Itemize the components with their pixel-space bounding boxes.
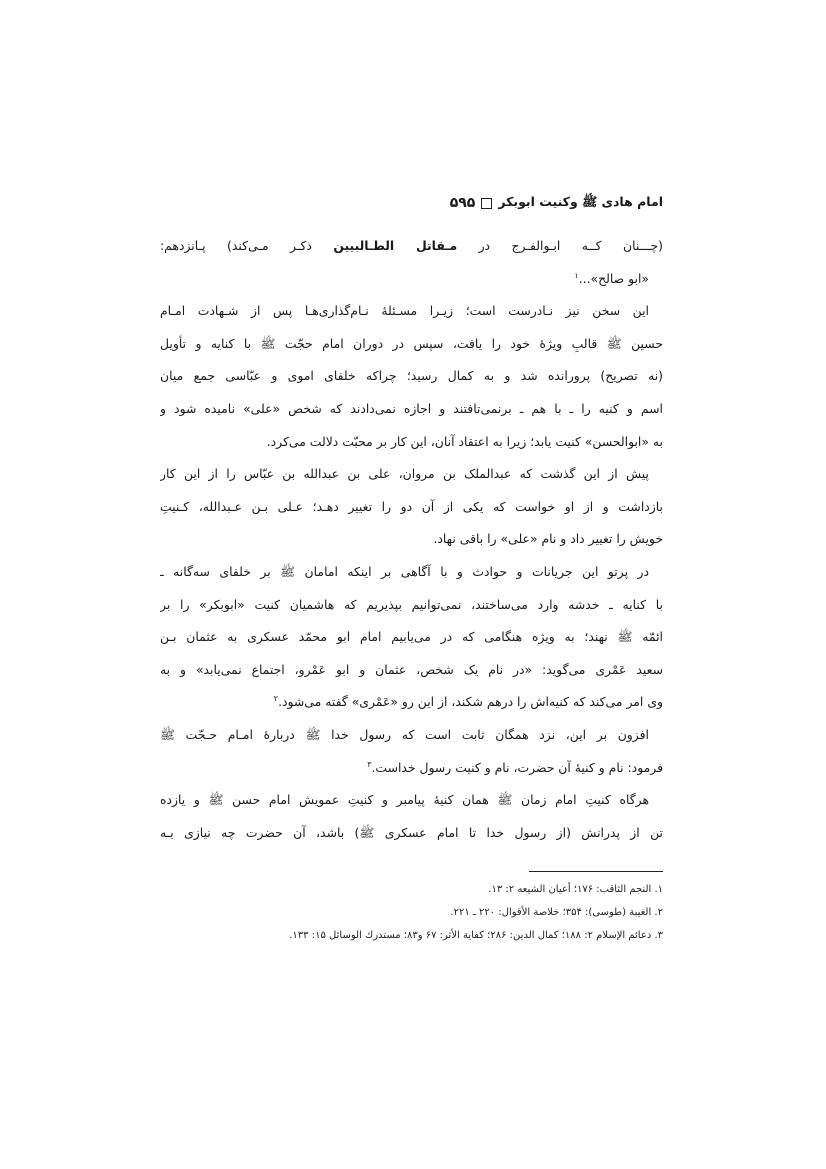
text-line: پیش از این گذشت که عبدالملک بن مروان، علی بن عبدالله بن عبّاس را از این کار: [160, 466, 649, 482]
footnote-ref: ۳: [367, 759, 372, 769]
text-line: این سخن نیز نـادرست است؛ زیـرا مسـئلۀ نـام‌گذاری‌هـا پس از شـهادت امـام: [160, 303, 649, 319]
text-line: «ابو صالح»...$^۱$: [574, 270, 649, 286]
running-header: [160, 190, 663, 216]
text-line: هرگاه کنیتِ امام زمان ﷺ همان کنیۀ پیامبر و کنیتِ عمویش امام حسن ﷺ و یازده: [160, 792, 649, 808]
text-line: اسم و کنیه را ـ با هم ـ برنمی‌تافتند و اجازه نمی‌دادند که شخص «علی» نامیده شود و: [160, 400, 663, 416]
footnote: ۲. الغیبة (طوسی): ۳۵۴؛ خلاصة الأقوال: ۲۲۰ ـ ۲۲۱.: [450, 907, 663, 919]
text-line: (چـــنان کــه ابـوالفـرج در مـقاتل الطـالبیین ذکـر مـی‌کند) پـانزدهم:: [160, 238, 663, 253]
body-text: [160, 230, 663, 849]
text-line: وی امر می‌کند که کنیه‌اش را درهم شکند، از این رو «عَمْری» گفته می‌شود.$^۲$: [273, 694, 663, 710]
footnote-ref: ۱: [574, 270, 579, 280]
footnote-ref: ۲: [273, 694, 279, 704]
text-line: با کنایه ـ خدشه وارد می‌ساختند، نمی‌توانیم بپذیریم که هاشمیان کنیت «ابوبکر» را بر: [160, 596, 663, 612]
footnote: ۳. دعائم الإسلام ۲: ۱۸۸؛ کمال الدین: ۲۸۶؛ کفایة الأثر: ۶۷ و۸۳؛ مستدرك الوسائل ۱۵: ۱۳۳.: [289, 930, 663, 942]
square-bullet-icon: [481, 198, 492, 209]
text-line: به «ابوالحسن» کنیت یابد؛ زیرا به اعتقاد آنان، این کار بر محبّت دلالت می‌کرد.: [266, 433, 663, 449]
text-line: سعید عَمْری می‌گوید: «در نام یک شخص، عثمان و ابو عَمْرو، اجتماع نمی‌یابد» و به: [160, 661, 663, 677]
text-line: بازداشت و از او خواست که یکی از آن دو را تغییر دهـد؛ عـلی بـن عـبدالله، کـنیتِ: [160, 498, 663, 514]
book-title: مـقاتل الطـالبیین: [333, 238, 458, 253]
text-line: (نه تصریح) پرورانده شد و به کمال رسید؛ چراکه خلفای اموی و عبّاسی جمع میان: [160, 368, 663, 384]
footnote-divider: [529, 871, 663, 872]
header-title: امام هادی ﷺ وکنیت ابوبکر: [498, 193, 663, 209]
text-line: تن از پدرانش (از رسول خدا تا امام عسکری ﷺ) باشد، آن حضرت چه نیازی بـه: [160, 824, 663, 840]
text-line: حسین ﷺ قالبِ ویژۀ خود را یافت، سپس در دوران امام حجّت ﷺ با کنایه و تأویل: [160, 335, 663, 351]
text-line: ائمّه ﷺ نهند؛ به ویژه هنگامی که در می‌یابیم امام ابو محمّد عسکری به عثمان بـن: [160, 629, 663, 645]
footnote: ۱. النجم الثاقب: ۱۷۶؛ أعیان الشیعه ۲: ۱۳.: [488, 884, 663, 896]
text-line: افزون بر این، نزد همگان ثابت است که رسول خدا ﷺ دربارۀ امـام حـجّت ﷺ: [160, 726, 649, 742]
book-page: [160, 190, 663, 947]
text-line: خویش را تغییر داد و نام «علی» را باقی نهاد.: [433, 531, 663, 547]
text-line: فرمود: نام و کنیۀ آن حضرت، نام و کنیت رسول خداست.$^۳$: [367, 759, 663, 775]
footnotes: [160, 878, 663, 947]
page-number: ۵۹۵: [449, 195, 476, 211]
text-line: در پرتو این جریانات و حوادث و با آگاهی بر اینکه امامان ﷺ بر خلفای سه‌گانه ـ: [160, 563, 649, 579]
